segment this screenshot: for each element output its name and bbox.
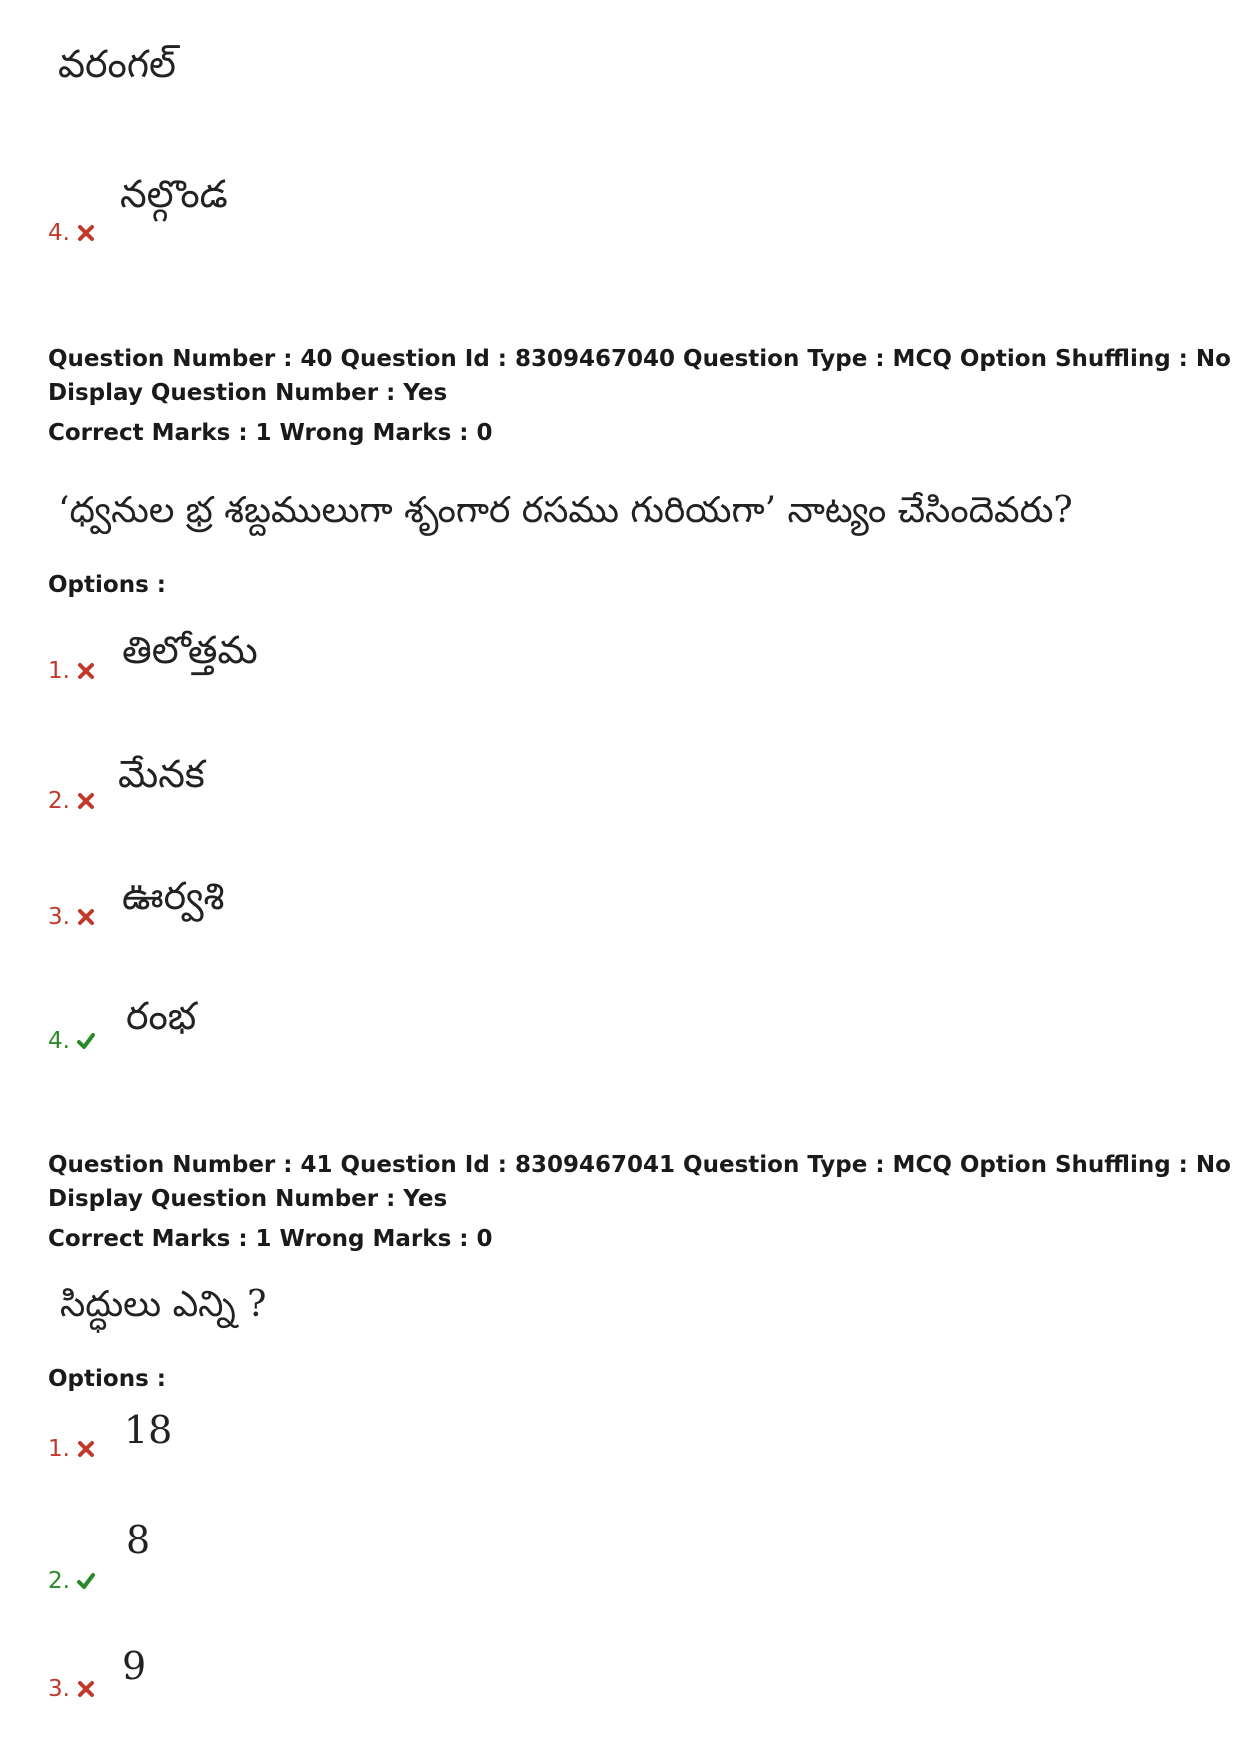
option-number: 3.	[48, 1676, 70, 1702]
q40-question-text: ‘ధ్వనుల భ్ర శబ్దములుగా శృంగార రసము గురియగా’ నాట్యం చేసిందెవరు?	[58, 490, 1073, 531]
q41-marks: Correct Marks : 1 Wrong Marks : 0	[48, 1226, 493, 1252]
q40-marks: Correct Marks : 1 Wrong Marks : 0	[48, 420, 493, 446]
q41-meta-line1: Question Number : 41 Question Id : 8309467041 Question Type : MCQ Option Shuffling : No	[48, 1152, 1231, 1178]
option-number: 2.	[48, 788, 70, 814]
cross-mark-icon	[76, 907, 96, 927]
q40-meta-line1: Question Number : 40 Question Id : 8309467040 Question Type : MCQ Option Shuffling : No	[48, 346, 1231, 372]
q40-option-3-number	[48, 904, 96, 930]
q40-option-4-number	[48, 1028, 96, 1054]
q41-option-3-text: 9	[122, 1644, 147, 1688]
q40-option-1-text: తిలోత్తమ	[122, 628, 258, 672]
q40-meta-line2: Display Question Number : Yes	[48, 380, 448, 406]
q40-option-1-number	[48, 658, 96, 684]
q40-option-4-text: రంభ	[126, 994, 197, 1038]
option-number: 1.	[48, 1436, 70, 1462]
option-number: 2.	[48, 1568, 70, 1594]
q41-option-2-number	[48, 1568, 96, 1594]
q40-option-2-text: మేనక	[118, 752, 205, 796]
option-number: 4.	[48, 1028, 70, 1054]
prev-option-text: వరంగల్	[58, 42, 176, 86]
q41-options-label: Options :	[48, 1366, 166, 1392]
prev-option-4-number	[48, 220, 96, 246]
cross-mark-icon	[76, 791, 96, 811]
q41-option-3-number	[48, 1676, 96, 1702]
q40-option-2-number	[48, 788, 96, 814]
cross-mark-icon	[76, 1439, 96, 1459]
prev-option-4-text: నల్గొండ	[120, 172, 228, 216]
option-number: 3.	[48, 904, 70, 930]
q41-option-1-text: 18	[124, 1408, 173, 1452]
q40-option-3-text: ఊర్వశి	[122, 874, 225, 918]
option-number: 1.	[48, 658, 70, 684]
q41-meta-line2: Display Question Number : Yes	[48, 1186, 448, 1212]
q41-option-1-number	[48, 1436, 96, 1462]
cross-mark-icon	[76, 223, 96, 243]
option-number: 4.	[48, 220, 70, 246]
q41-option-2-text: 8	[126, 1518, 151, 1562]
check-mark-icon	[76, 1031, 96, 1051]
cross-mark-icon	[76, 661, 96, 681]
check-mark-icon	[76, 1571, 96, 1591]
cross-mark-icon	[76, 1679, 96, 1699]
q41-question-text: సిద్ధులు ఎన్ని ?	[60, 1284, 267, 1325]
q40-options-label: Options :	[48, 572, 166, 598]
